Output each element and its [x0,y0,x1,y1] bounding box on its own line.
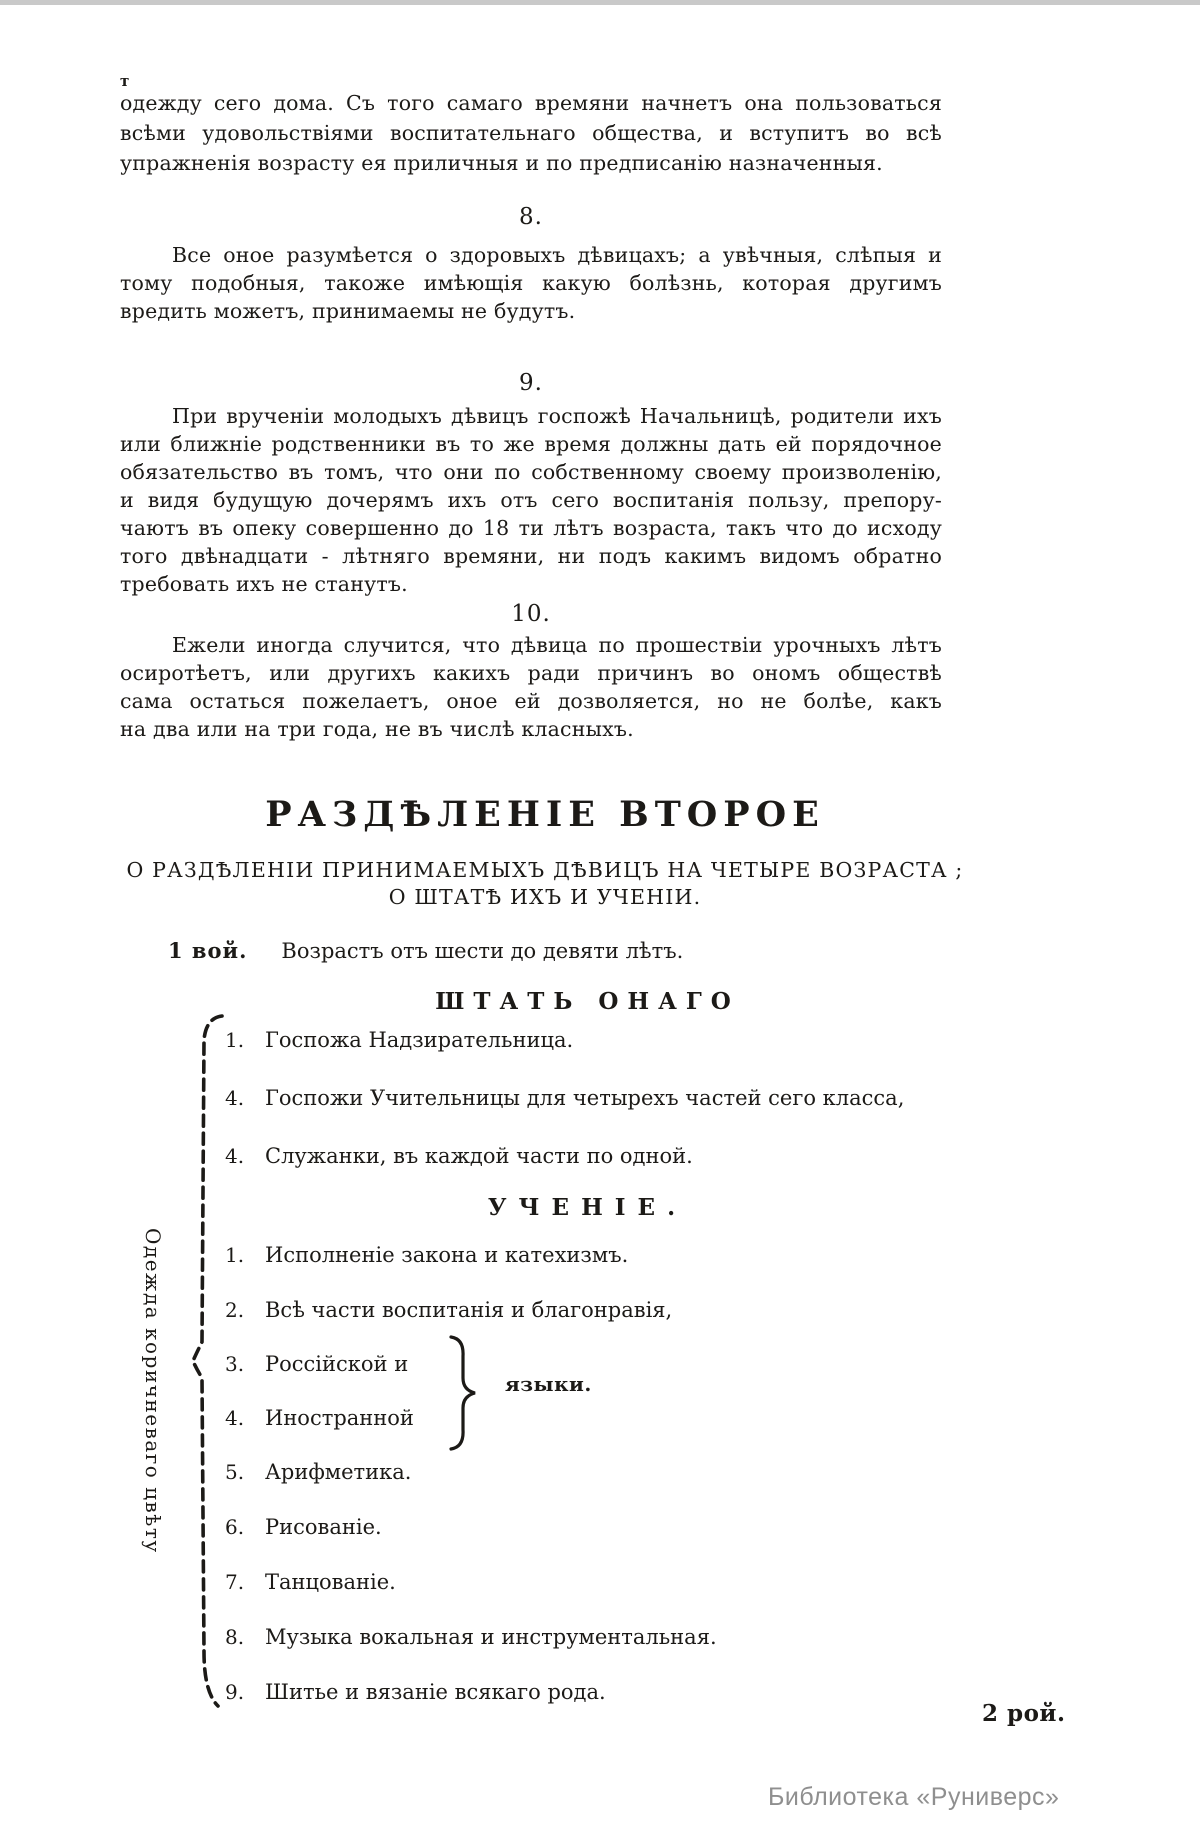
staff-item [225,1144,965,1168]
section-number-9: 9. [519,370,543,396]
staff-item [225,1028,965,1052]
study-item [225,1680,965,1704]
left-dashed-brace-icon [186,1012,232,1716]
text-line: Все оное разумѣется о здоровыхъ дѣвицахъ; а увѣчныя, слѣпыя и [172,243,942,267]
study-item [225,1460,965,1484]
study-item-number: 3. [225,1352,245,1376]
stray-mark: т [120,72,130,90]
text-line: того двѣнадцати - лѣтняго времяни, ни подъ какимъ видомъ обратно [120,544,942,568]
age-text: Возрастъ отъ шести до девяти лѣтъ. [281,939,684,963]
library-watermark: Библиотека «Руниверс» [768,1783,1060,1811]
study-item-text: Россійской и [265,1352,409,1376]
division-subtitle-line2: О ШТАТѢ ИХЪ И УЧЕНІИ. [388,885,702,909]
study-item [225,1352,965,1376]
section-number-10: 10. [511,601,551,627]
study-item-text: Арифметика. [265,1460,412,1484]
study-item-number: 1. [225,1243,245,1267]
study-item-number: 7. [225,1570,245,1594]
text-line: осиротѣетъ, или другихъ какихъ ради причинъ во ономъ обществѣ [120,661,942,685]
study-item-number: 5. [225,1460,245,1484]
division-subtitle-line1: О РАЗДѢЛЕНІИ ПРИНИМАЕМЫХЪ ДѢВИЦЪ НА ЧЕТЫРЕ ВОЗРАСТА ; [126,858,964,882]
study-item-text: Иностранной [265,1406,414,1430]
text-line: чаютъ въ опеку совершенно до 18 ти лѣтъ возраста, такъ что до исходу [120,516,942,540]
margin-note: Одежда коричневаго цвѣту [141,1228,165,1554]
section-8-paragraph [120,241,942,325]
text-line: или ближніе родственники въ то же время должны дать ей порядочное [120,432,942,456]
staff-item-number: 1. [225,1028,245,1052]
catchword: 2 рой. [982,1700,1066,1727]
section-10-paragraph [120,631,942,743]
study-item [225,1625,965,1649]
study-item-number: 4. [225,1406,245,1430]
staff-heading: ШТАТЬ ОНАГО [435,988,740,1015]
text-line: на два или на три года, не въ числѣ класныхъ. [120,717,634,741]
text-line: обязательство въ томъ, что они по собственному своему произволенію, [120,460,942,484]
study-item-number: 6. [225,1515,245,1539]
text-line: сама остаться пожелаетъ, оное ей дозволяется, но не болѣе, какъ [120,689,942,713]
study-item [225,1515,965,1539]
division-heading-block [120,793,970,911]
division-title: РАЗДѢЛЕНІЕ ВТОРОЕ [265,794,825,835]
languages-brace-icon [447,1334,479,1456]
study-item-text: Рисованіе. [265,1515,382,1539]
text-line: всѣми удовольствіями воспитательнаго общества, и вступитъ во всѣ [120,121,942,145]
study-item [225,1243,965,1267]
study-item [225,1570,965,1594]
age-label: 1 вой. [168,938,248,963]
text-line: требовать ихъ не станутъ. [120,572,408,596]
text-line: вредить можетъ, принимаемы не будутъ. [120,299,576,323]
text-line: При врученіи молодыхъ дѣвицъ госпожѣ Начальницѣ, родители ихъ [172,404,942,428]
study-item-text: Исполненіе закона и катехизмъ. [265,1243,629,1267]
text-line: упражненія возрасту ея приличныя и по предписанію назначенныя. [120,151,883,175]
study-item-number: 8. [225,1625,245,1649]
scan-top-edge [0,0,1200,5]
languages-label: языки. [505,1372,592,1396]
study-item-text: Шитье и вязаніе всякаго рода. [265,1680,606,1704]
age-line [168,938,683,963]
staff-item-text: Госпожа Надзирательница. [265,1028,574,1052]
study-item-number: 2. [225,1298,245,1322]
study-item-text: Танцованіе. [265,1570,396,1594]
staff-item [225,1086,965,1110]
text-line: Ежели иногда случится, что дѣвица по прошествіи урочныхъ лѣтъ [172,633,942,657]
intro-paragraph [120,88,942,178]
staff-item-number: 4. [225,1086,245,1110]
text-line: тому подобныя, такоже имѣющія какую болѣзнь, которая другимъ [120,271,942,295]
study-item-text: Музыка вокальная и инструментальная. [265,1625,717,1649]
section-9-paragraph [120,402,942,598]
text-line: одежду сего дома. Съ того самаго времяни начнетъ она пользоваться [120,91,942,115]
section-number-8: 8. [519,204,543,230]
study-item-text: Всѣ части воспитанія и благонравія, [265,1298,673,1322]
staff-item-text: Служанки, въ каждой части по одной. [265,1144,693,1168]
study-item-number: 9. [225,1680,245,1704]
study-item [225,1406,965,1430]
text-line: и видя будущую дочерямъ ихъ отъ сего воспитанія пользу, препору- [120,488,942,512]
staff-item-number: 4. [225,1144,245,1168]
study-item [225,1298,965,1322]
staff-item-text: Госпожи Учительницы для четырехъ частей сего класса, [265,1086,905,1110]
study-heading: УЧЕНІЕ. [487,1194,688,1221]
